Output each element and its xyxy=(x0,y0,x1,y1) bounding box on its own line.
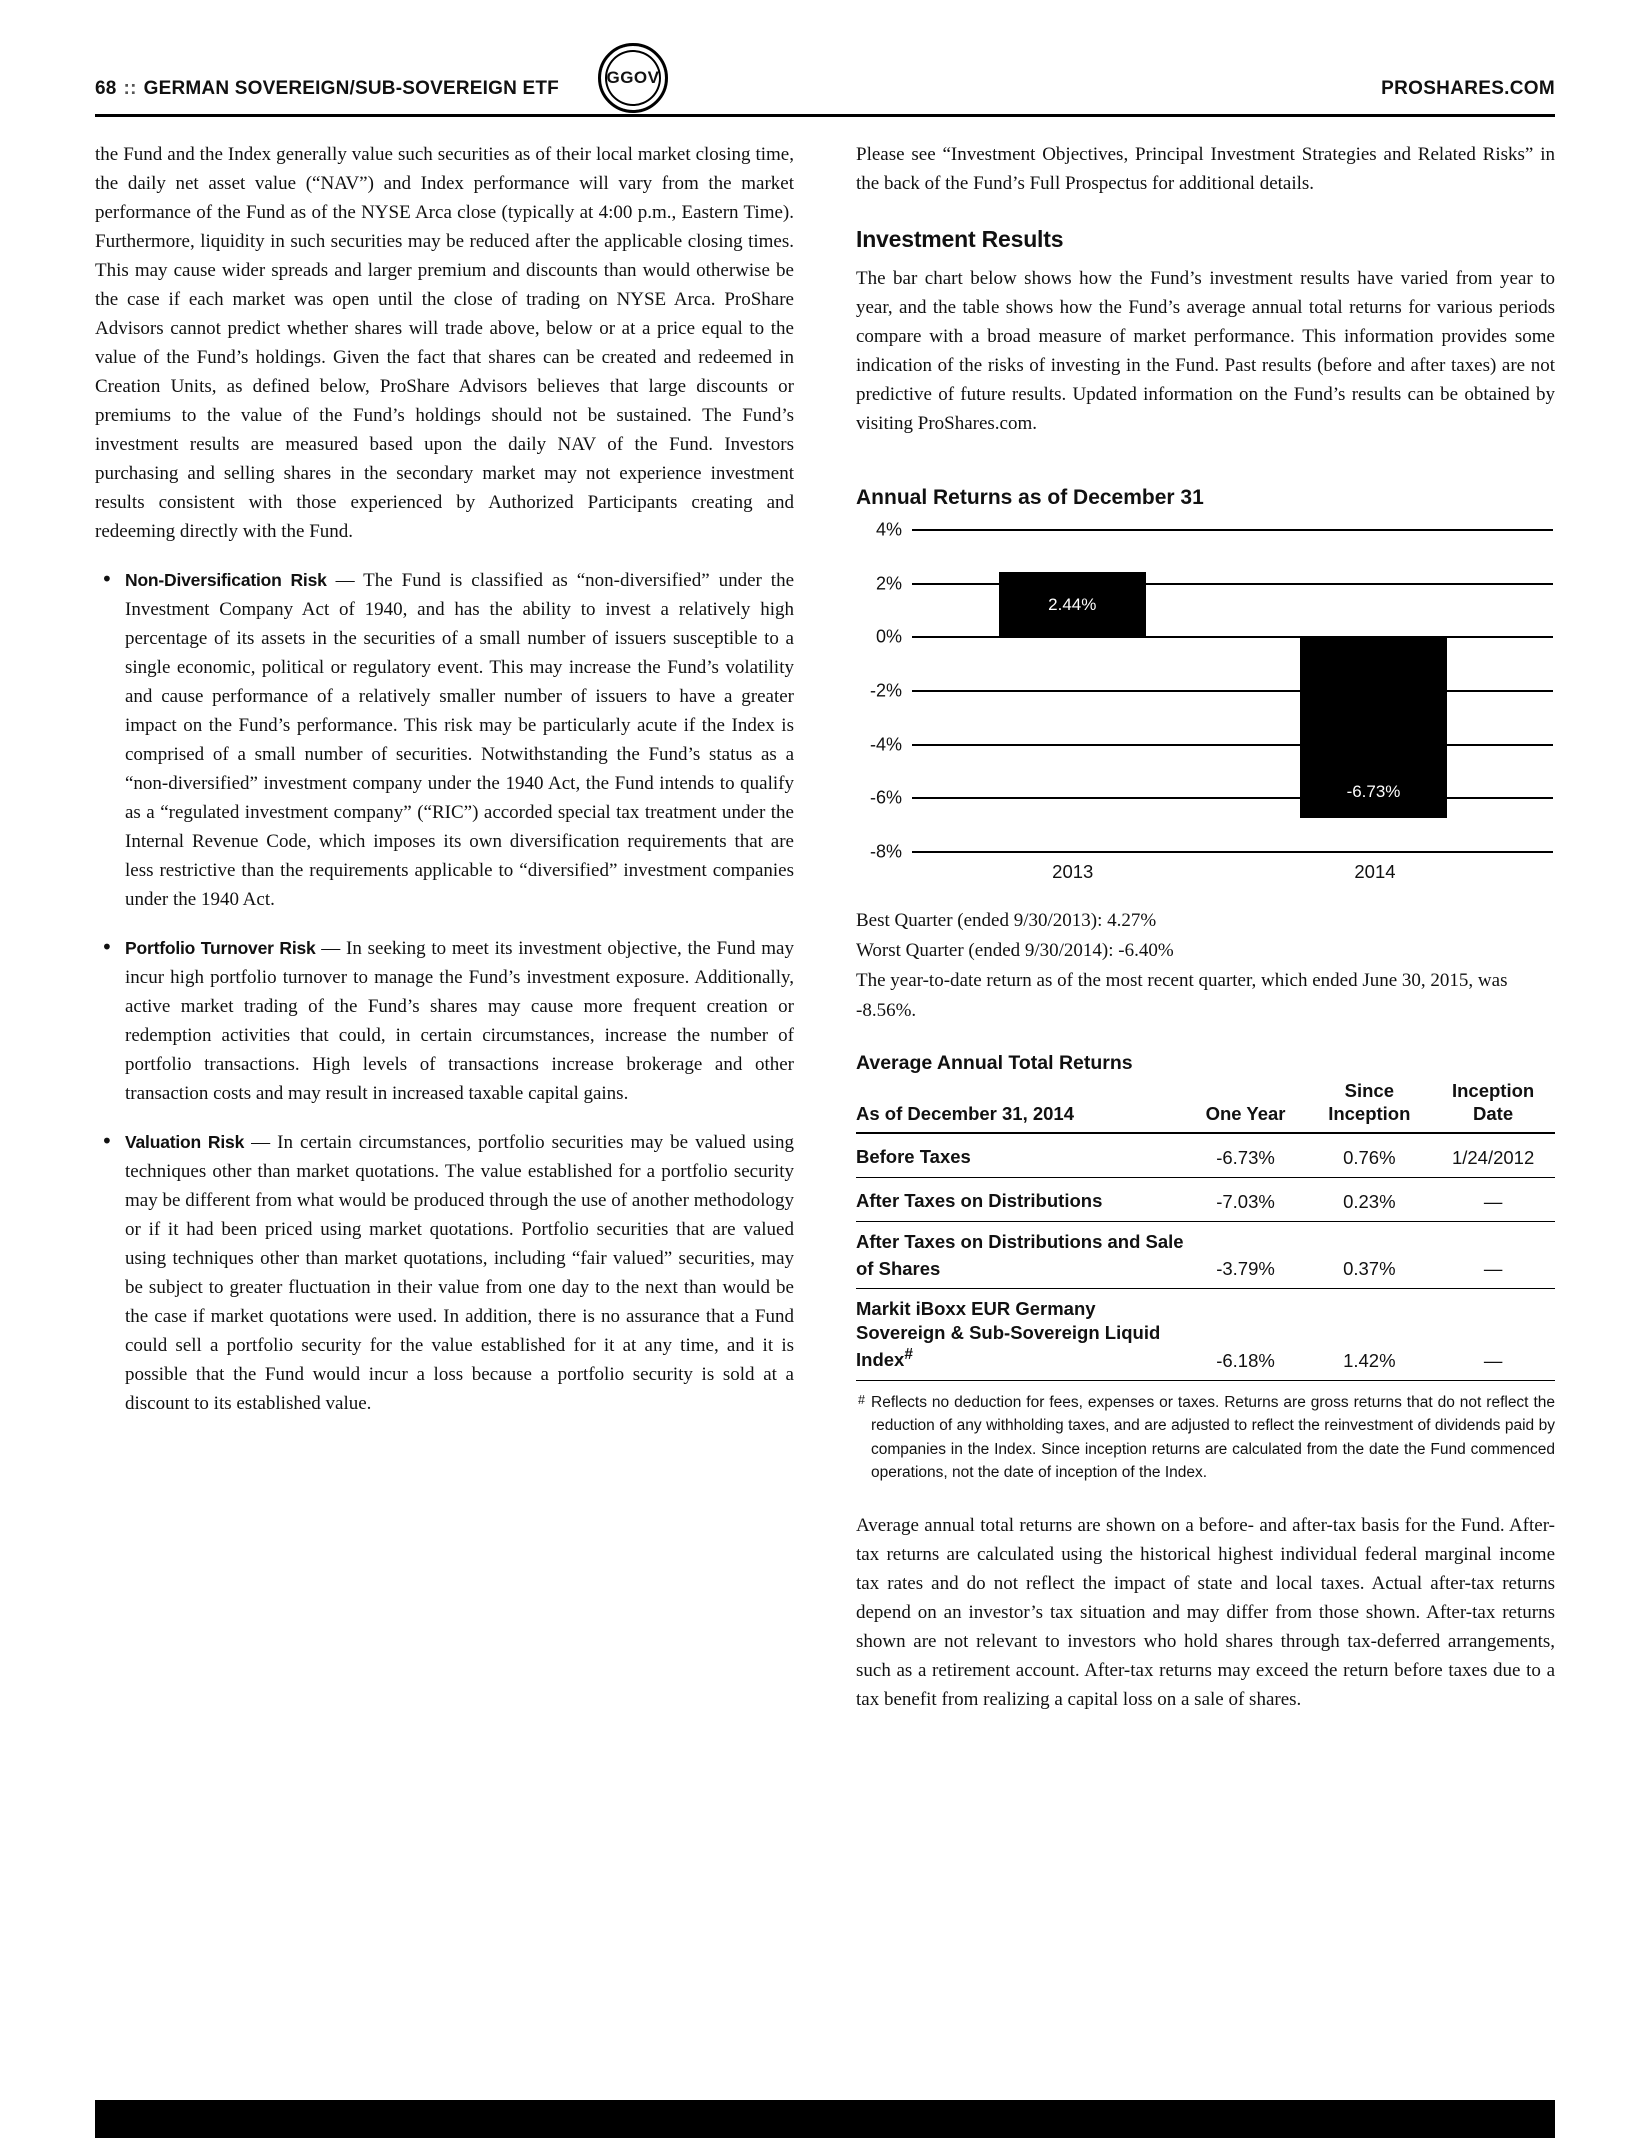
risk-bullet-valuation xyxy=(95,1128,794,1418)
chart-gridline xyxy=(912,797,1553,799)
ytd-return-line: The year-to-date return as of the most recent quarter, which ended June 30, 2015, was -8.56%. xyxy=(856,970,1508,1021)
bullet-icon: • xyxy=(101,935,113,959)
right-column xyxy=(856,140,1555,1714)
risk-title: Valuation Risk xyxy=(125,1132,245,1152)
chart-plot-area xyxy=(912,530,1553,852)
since-inception-value: 0.23% xyxy=(1307,1178,1431,1222)
risk-text: — The Fund is classified as “non-diversified” under the Investment Company Act of 1940, and has the ability to invest a relatively high percentage of its assets in the securities of a small number of issuers susceptible to a single economic, political or regulatory event. This may increase the Fund’s volatility and cause performance of a relatively smaller number of issuers to have a greater impact on the Fund’s performance. This risk may be particularly acute if the Index is comprised of a small number of securities. Notwithstanding the Fund’s status as a “non-diversified” investment company under the 1940 Act, the Fund intends to qualify as a “regulated investment company” (“RIC”) accorded special tax treatment under the Internal Revenue Code, which imposes its own diversification requirements that are less restrictive than the requirements applicable to “diversified” investment companies under the 1940 Act. xyxy=(125,570,794,910)
best-quarter-line: Best Quarter (ended 9/30/2013): 4.27% xyxy=(856,910,1157,931)
row-label-text: Before Taxes xyxy=(856,1146,971,1168)
since-inception-value: 1.42% xyxy=(1307,1289,1431,1380)
chart-plot xyxy=(856,519,1555,862)
page-number: 68 xyxy=(95,78,117,99)
table-footnote xyxy=(856,1391,1555,1485)
inception-date-value: — xyxy=(1431,1178,1555,1222)
one-year-value: -3.79% xyxy=(1184,1221,1308,1289)
chart-x-axis xyxy=(912,852,1555,890)
risk-text: — In certain circumstances, portfolio securities may be valued using techniques other than market quotations. The value established for a portfolio security may be different from what would be produced through the use of another methodology or if it had been priced using market quotations. Portfolio securities that are valued using techniques other than market quotations, including “fair valued” securities, may be subject to greater fluctuation in their value from one day to the next than would be the case if market quotations were used. In addition, there is no assurance that a Fund could sell a portfolio security for the value established for it at any time, and it is possible that the Fund would incur a loss because a portfolio security is sold at a discount to its established value. xyxy=(125,1132,794,1414)
worst-quarter-line: Worst Quarter (ended 9/30/2014): -6.40% xyxy=(856,940,1174,961)
page-header xyxy=(95,58,1555,112)
since-inception-value: 0.76% xyxy=(1307,1133,1431,1177)
header-rule xyxy=(95,114,1555,117)
row-label-text: Markit iBoxx EUR Germany Sovereign & Sub-Sovereign Liquid Index xyxy=(856,1298,1161,1370)
y-axis-tick-label: 0% xyxy=(875,626,902,647)
two-column-body xyxy=(95,140,1555,1714)
table-row xyxy=(856,1221,1555,1289)
row-label xyxy=(856,1289,1184,1380)
header-separator: :: xyxy=(123,78,137,99)
y-axis-tick-label: 4% xyxy=(875,519,902,540)
please-see-paragraph: Please see “Investment Objectives, Principal Investment Strategies and Related Risks” in the back of the Fund’s Full Prospectus for additional details. xyxy=(856,144,1555,194)
row-label xyxy=(856,1178,1184,1222)
bar-value-label: -6.73% xyxy=(1346,781,1401,801)
average-annual-total-returns-table xyxy=(856,1077,1555,1381)
one-year-value: -6.73% xyxy=(1184,1133,1308,1177)
bullet-icon: • xyxy=(101,567,113,591)
one-year-value: -7.03% xyxy=(1184,1178,1308,1222)
chart-gridline xyxy=(912,690,1553,692)
chart-gridline xyxy=(912,744,1553,746)
row-label xyxy=(856,1221,1184,1289)
col-header-since-inception: Since Inception xyxy=(1307,1077,1431,1133)
ggov-ticker-logo xyxy=(598,43,668,113)
table-row xyxy=(856,1178,1555,1222)
site-url: PROSHARES.COM xyxy=(1381,78,1555,99)
investment-results-heading: Investment Results xyxy=(856,226,1064,252)
col-header-one-year: One Year xyxy=(1184,1077,1308,1133)
bar-value-label: 2.44% xyxy=(1048,594,1097,614)
inception-date-value: 1/24/2012 xyxy=(1431,1133,1555,1177)
inception-date-value: — xyxy=(1431,1221,1555,1289)
table-row xyxy=(856,1289,1555,1380)
risk-bullet-portfolio-turnover xyxy=(95,934,794,1108)
risk-title: Portfolio Turnover Risk xyxy=(125,938,316,958)
row-label-text: After Taxes on Distributions and Sale of Shares xyxy=(856,1230,1184,1279)
chart-bar-2014 xyxy=(1300,637,1447,818)
x-axis-year-label: 2013 xyxy=(1052,861,1094,882)
y-axis-tick-label: -6% xyxy=(869,787,902,808)
risk-text: — In seeking to meet its investment objective, the Fund may incur high portfolio turnover to manage the Fund’s investment exposure. Additionally, active market trading of the Fund’s shares may cause more frequent creation or redemption activities that could, in certain circumstances, increase the number of portfolio transactions. High levels of transactions increase brokerage and other transaction costs and may result in increased taxable capital gains. xyxy=(125,938,794,1104)
table-row xyxy=(856,1133,1555,1177)
left-column xyxy=(95,140,794,1714)
risk-bullet-non-diversification xyxy=(95,566,794,914)
footer-bar xyxy=(95,2100,1555,2138)
y-axis-tick-label: -8% xyxy=(869,841,902,862)
table-header-row xyxy=(856,1077,1555,1133)
y-axis-tick-label: -4% xyxy=(869,734,902,755)
bullet-icon: • xyxy=(101,1129,113,1153)
chart-gridline xyxy=(912,529,1553,531)
y-axis-tick-label: 2% xyxy=(875,573,902,594)
one-year-value: -6.18% xyxy=(1184,1289,1308,1380)
quarter-summary xyxy=(856,906,1555,1026)
intro-paragraph: the Fund and the Index generally value such securities as of their local market closing time, the daily net asset value (“NAV”) and Index performance will vary from the market performance of the Fund as of the NYSE Arca close (typically at 4:00 p.m., Eastern Time). Furthermore, liquidity in such securities may be reduced after the applicable closing times. This may cause wider spreads and larger premium and discounts than would otherwise be the case if each market was open until the close of trading on NYSE Arca. ProShare Advisors cannot predict whether shares will trade above, below or at a price equal to the value of the Fund’s holdings. Given the fact that shares can be created and redeemed in Creation Units, as defined below, ProShare Advisors believes that large discounts or premiums to the value of the Fund’s holdings should not be sustained. The Fund’s investment results are measured based upon the daily NAV of the Fund. Investors purchasing and selling shares in the secondary market may not experience investment results consistent with those experienced by Authorized Participants creating and redeeming directly with the Fund. xyxy=(95,144,794,542)
x-axis-year-label: 2014 xyxy=(1354,861,1396,882)
risk-title: Non-Diversification Risk xyxy=(125,570,327,590)
chart-bar-2013 xyxy=(999,572,1146,637)
after-tax-paragraph: Average annual total returns are shown on a before- and after-tax basis for the Fund. After-tax returns are calculated using the historical highest individual federal marginal income tax rates and do not reflect the impact of state and local taxes. Actual after-tax returns depend on an investor’s tax situation and may differ from those shown. After-tax returns shown are not relevant to investors who hold shares through tax-deferred arrangements, such as a retirement account. After-tax returns may exceed the return before taxes due to a tax benefit from realizing a capital loss on a sale of shares. xyxy=(856,1514,1555,1710)
header-left xyxy=(95,78,559,100)
footnote-text: Reflects no deduction for fees, expenses or taxes. Returns are gross returns that do not reflect the reduction of any withholding taxes, and are adjusted to reflect the reinvestment of dividends paid by companies in the Index. Since inception returns are calculated from the date the Fund commenced operations, not the date of inception of the Index. xyxy=(871,1393,1555,1482)
fund-title: GERMAN SOVEREIGN/SUB-SOVEREIGN ETF xyxy=(143,78,559,99)
inception-date-value: — xyxy=(1431,1289,1555,1380)
chart-title: Annual Returns as of December 31 xyxy=(856,486,1204,509)
row-label-sup: # xyxy=(904,1345,913,1363)
since-inception-value: 0.37% xyxy=(1307,1221,1431,1289)
investment-results-paragraph: The bar chart below shows how the Fund’s investment results have varied from year to year, and the table shows how the Fund’s average annual total returns for various periods compare with a broad measure of market performance. This information provides some indication of the risks of investing in the Fund. Past results (before and after taxes) are not predictive of future results. Updated information on the Fund’s results can be obtained by visiting ProShares.com. xyxy=(856,268,1555,434)
row-label xyxy=(856,1133,1184,1177)
footnote-marker: # xyxy=(858,1392,865,1407)
col-header-inception-date: Inception Date xyxy=(1431,1077,1555,1133)
row-label-text: After Taxes on Distributions xyxy=(856,1190,1103,1212)
col-header-as-of: As of December 31, 2014 xyxy=(856,1077,1184,1133)
annual-returns-bar-chart xyxy=(856,519,1555,890)
y-axis-tick-label: -2% xyxy=(869,680,902,701)
ticker-label: GGOV xyxy=(606,68,660,87)
returns-table-heading: Average Annual Total Returns xyxy=(856,1052,1133,1074)
